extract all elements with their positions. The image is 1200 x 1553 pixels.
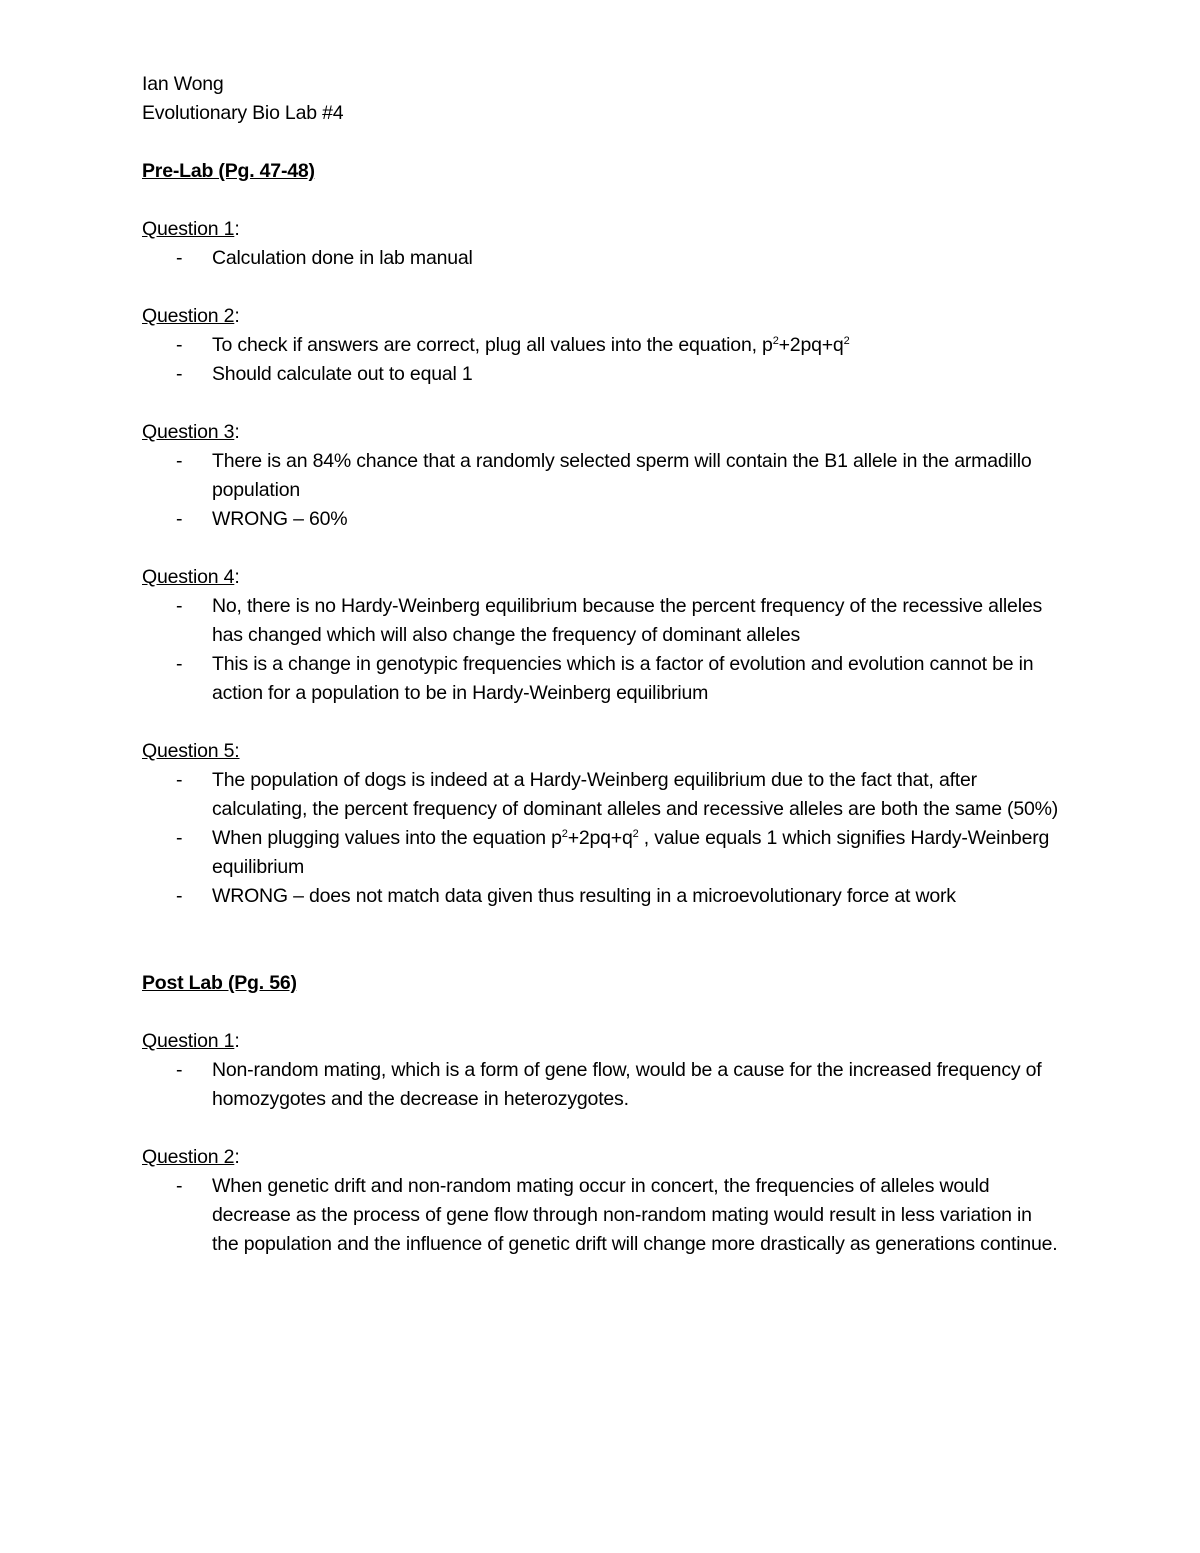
list-item	[142, 447, 1062, 505]
question-label: Question 1	[142, 1030, 235, 1052]
list-item	[142, 882, 1062, 911]
prelab-question-1-list	[142, 244, 1072, 273]
answer-text: There is an 84% chance that a randomly selected sperm will contain the B1 allele in the armadillo population	[212, 450, 1032, 501]
postlab-heading: Post Lab (Pg. 56)	[142, 972, 297, 994]
list-item	[142, 505, 1062, 534]
author-name: Ian Wong	[142, 73, 224, 95]
answer-text: WRONG – 60%	[212, 508, 348, 530]
list-item	[142, 1172, 1062, 1259]
question-colon: :	[234, 218, 240, 240]
prelab-question-3-heading	[142, 418, 1072, 447]
prelab-question-4-heading	[142, 563, 1072, 592]
list-item	[142, 244, 1062, 273]
postlab-question-2-list	[142, 1172, 1072, 1259]
document-body	[142, 70, 1072, 1259]
bullet-dash: -	[176, 653, 183, 675]
bullet-dash: -	[176, 450, 183, 472]
postlab-question-1-list	[142, 1056, 1072, 1114]
superscript: 2	[772, 335, 779, 347]
question-colon: :	[234, 305, 240, 327]
postlab-question-2-heading	[142, 1143, 1072, 1172]
bullet-dash: -	[176, 508, 183, 530]
list-item	[142, 766, 1062, 824]
prelab-heading: Pre-Lab (Pg. 47-48)	[142, 160, 315, 182]
document-title: Evolutionary Bio Lab #4	[142, 102, 344, 124]
answer-text: Calculation done in lab manual	[212, 247, 473, 269]
bullet-dash: -	[176, 334, 183, 356]
bullet-dash: -	[176, 1059, 183, 1081]
question-label: Question 3	[142, 421, 235, 443]
answer-text: Non-random mating, which is a form of gene flow, would be a cause for the increased frequency of homozygotes and the decrease in heterozygotes.	[212, 1059, 1042, 1110]
bullet-dash: -	[176, 595, 183, 617]
prelab-question-5-list	[142, 766, 1072, 911]
question-colon: :	[234, 1030, 240, 1052]
bullet-dash: -	[176, 769, 183, 791]
question-label: Question 2	[142, 1146, 235, 1168]
question-colon: :	[234, 1146, 240, 1168]
bullet-dash: -	[176, 247, 183, 269]
equation-text: +2pq+q	[778, 334, 844, 356]
question-label: Question 2	[142, 305, 235, 327]
answer-text: , value equals 1 which signifies Hardy-Weinberg equilibrium	[212, 827, 1050, 878]
bullet-dash: -	[176, 363, 183, 385]
prelab-question-3-list	[142, 447, 1072, 534]
superscript: 2	[843, 335, 850, 347]
question-colon: :	[234, 566, 240, 588]
answer-text: To check if answers are correct, plug all values into the equation, p	[212, 334, 773, 356]
prelab-question-5-heading	[142, 737, 1072, 766]
answer-text: Should calculate out to equal 1	[212, 363, 473, 385]
postlab-question-1-heading	[142, 1027, 1072, 1056]
answer-text: No, there is no Hardy-Weinberg equilibrium because the percent frequency of the recessive alleles has changed which will also change the frequency of dominant alleles	[212, 595, 1043, 646]
bullet-dash: -	[176, 827, 183, 849]
answer-text: When genetic drift and non-random mating occur in concert, the frequencies of alleles would decrease as the process of gene flow through non-random mating would result in less variation in the population and the influence of genetic drift will change more drastically as generations continue.	[212, 1175, 1058, 1255]
prelab-question-4-list	[142, 592, 1072, 708]
prelab-question-2-heading	[142, 302, 1072, 331]
list-item	[142, 824, 1062, 882]
question-label: Question 5:	[142, 740, 240, 762]
question-label: Question 1	[142, 218, 235, 240]
superscript: 2	[632, 828, 639, 840]
answer-text: This is a change in genotypic frequencies which is a factor of evolution and evolution cannot be in action for a population to be in Hardy-Weinberg equilibrium	[212, 653, 1034, 704]
bullet-dash: -	[176, 1175, 183, 1197]
answer-text: When plugging values into the equation p	[212, 827, 562, 849]
answer-text: WRONG – does not match data given thus resulting in a microevolutionary force at work	[212, 885, 956, 907]
prelab-question-2-list	[142, 331, 1072, 389]
answer-text: The population of dogs is indeed at a Hardy-Weinberg equilibrium due to the fact that, after calculating, the percent frequency of dominant alleles and recessive alleles are both the same (50%)	[212, 769, 1059, 820]
list-item	[142, 1056, 1062, 1114]
list-item	[142, 650, 1062, 708]
bullet-dash: -	[176, 885, 183, 907]
prelab-question-1-heading	[142, 215, 1072, 244]
list-item	[142, 331, 1062, 360]
question-colon: :	[234, 421, 240, 443]
question-label: Question 4	[142, 566, 235, 588]
equation-text: +2pq+q	[567, 827, 633, 849]
superscript: 2	[561, 828, 568, 840]
list-item	[142, 592, 1062, 650]
list-item	[142, 360, 1062, 389]
